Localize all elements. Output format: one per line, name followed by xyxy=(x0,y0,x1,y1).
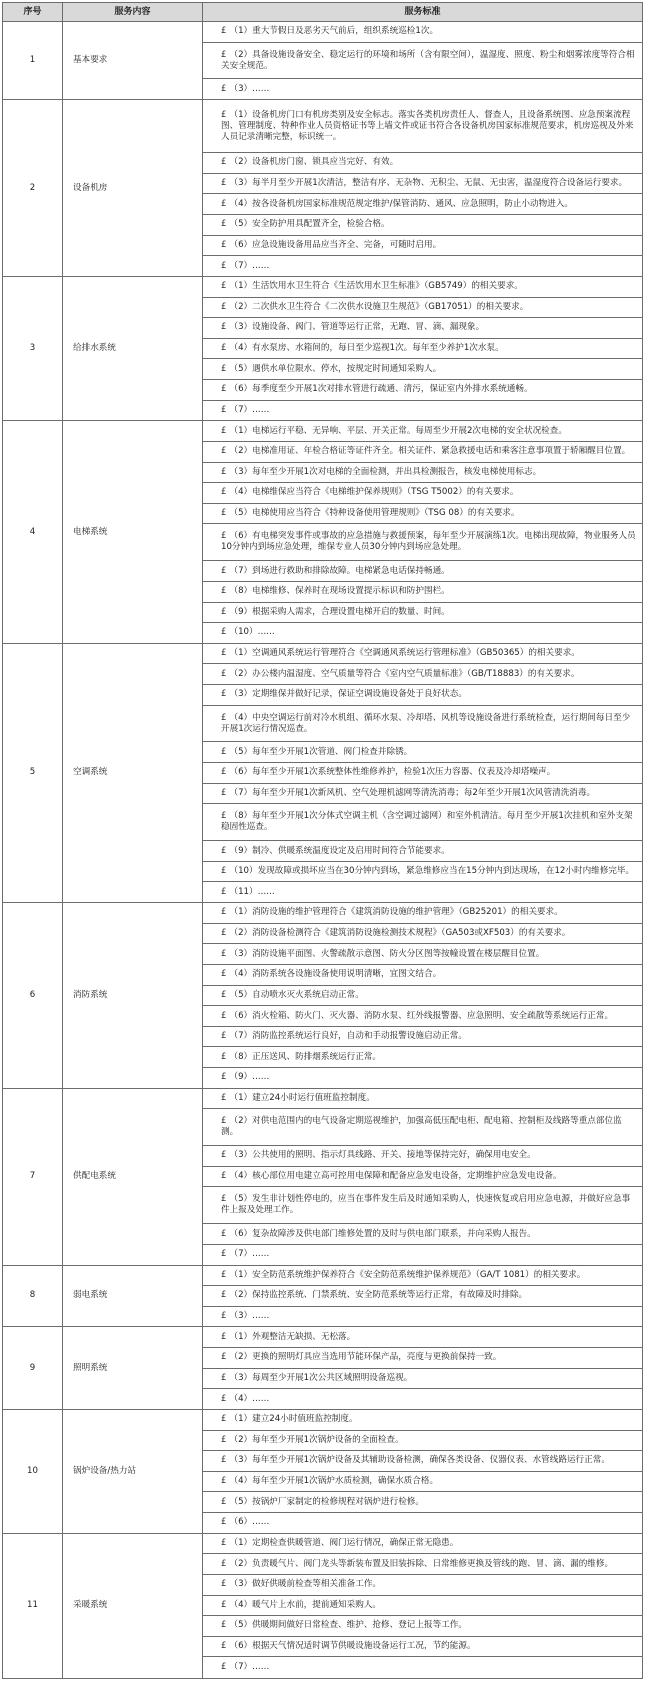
checkbox-icon: £ xyxy=(221,363,227,374)
standard-cell xyxy=(203,923,643,944)
standard-cell xyxy=(203,1244,643,1265)
checkbox-icon: £ xyxy=(221,1290,227,1301)
standard-cell xyxy=(203,1327,643,1348)
checkbox-icon: £ xyxy=(221,1496,227,1507)
checkbox-icon: £ xyxy=(221,1352,227,1363)
checkbox-icon: £ xyxy=(221,157,227,168)
standard-text: （10）…… xyxy=(229,627,275,638)
service-content: 供配电系统 xyxy=(63,1088,203,1265)
standard-text: （5）自动喷水灭火系统启动正常。 xyxy=(229,989,364,1000)
checkbox-icon: £ xyxy=(221,178,227,189)
checkbox-icon: £ xyxy=(221,627,227,638)
standard-cell xyxy=(203,380,643,401)
standard-text: （9）根据采购人需求，合理设置电梯开启的数量、时间。 xyxy=(229,606,450,617)
standard-text: （4）中央空调运行前对冷水机组、循环水泵、冷却塔、风机等设施设备进行系统检查，运行期间每日至少开展1次运行情况巡查。 xyxy=(221,712,631,734)
table-row xyxy=(3,643,643,664)
standard-cell xyxy=(203,462,643,483)
checkbox-icon: £ xyxy=(221,989,227,1000)
standard-text: （6）根据天气情况适时调节供暖设施设备运行工况，节约能源。 xyxy=(229,1641,476,1652)
table-row xyxy=(3,22,643,43)
standard-cell xyxy=(203,153,643,174)
standard-cell xyxy=(203,400,643,421)
standard-text: （2）更换的照明灯具应当选用节能环保产品，亮度与更换前保持一致。 xyxy=(229,1352,502,1363)
standard-text: （8）每年至少开展1次分体式空调主机（含空调过滤网）和室外机清洁。每月至少开展1次挂机和室外支架稳固性巡查。 xyxy=(221,811,633,833)
checkbox-icon: £ xyxy=(221,384,227,395)
header-standard: 服务标准 xyxy=(203,3,643,22)
standard-cell xyxy=(203,42,643,79)
standard-text: （6）每年至少开展1次系统整体性维修养护，检验1次压力容器、仪表及冷却塔噪声。 xyxy=(229,767,556,778)
standard-text: （1）定期检查供暖管道、阀门运行情况，确保正常无隐患。 xyxy=(229,1537,459,1548)
checkbox-icon: £ xyxy=(221,1031,227,1042)
standard-text: （2）负责暖气片、阀门龙头等新装布置及旧装拆除、日常维修更换及管线的跑、冒、滴、漏的维修。 xyxy=(229,1558,614,1569)
service-content: 消防系统 xyxy=(63,903,203,1089)
row-number: 5 xyxy=(3,643,63,902)
checkbox-icon: £ xyxy=(221,281,227,292)
row-number: 4 xyxy=(3,421,63,643)
standard-text: （7）到场进行救助和排除故障。电梯紧急电话保持畅通。 xyxy=(229,565,450,576)
row-number: 8 xyxy=(3,1265,63,1327)
standard-cell xyxy=(203,1146,643,1167)
checkbox-icon: £ xyxy=(221,109,227,120)
standard-cell xyxy=(203,1492,643,1513)
standard-text: （7）消防监控系统运行良好，自动和手动报警设施启动正常。 xyxy=(229,1031,467,1042)
checkbox-icon: £ xyxy=(221,425,227,436)
standard-cell xyxy=(203,664,643,685)
checkbox-icon: £ xyxy=(221,198,227,209)
standard-cell xyxy=(203,623,643,644)
checkbox-icon: £ xyxy=(221,239,227,250)
row-number: 10 xyxy=(3,1409,63,1533)
standard-cell xyxy=(203,1047,643,1068)
checkbox-icon: £ xyxy=(221,1537,227,1548)
header-no: 序号 xyxy=(3,3,63,22)
standard-cell xyxy=(203,1166,643,1187)
standard-cell xyxy=(203,1595,643,1616)
standard-cell xyxy=(203,256,643,277)
table-body xyxy=(3,22,643,1679)
checkbox-icon: £ xyxy=(221,928,227,938)
service-content: 给排水系统 xyxy=(63,276,203,420)
standard-text: （9）制冷、供暖系统温度设定及启用时间符合节能要求。 xyxy=(229,845,450,856)
standard-text: （1）外观整洁无缺损、无松落。 xyxy=(229,1331,356,1342)
standard-text: （7）…… xyxy=(229,404,270,415)
checkbox-icon: £ xyxy=(221,1194,227,1205)
standard-cell xyxy=(203,1368,643,1389)
table-row xyxy=(3,276,643,297)
checkbox-icon: £ xyxy=(221,586,227,597)
standard-cell xyxy=(203,1187,643,1224)
checkbox-icon: £ xyxy=(221,1599,227,1610)
service-content: 采暖系统 xyxy=(63,1533,203,1678)
standard-cell xyxy=(203,79,643,100)
standard-text: （1）设备机房门口有机房类别及安全标志。落实各类机房责任人、督查人，且设备系统图、应急预案流程图、管理制度、特种作业人员资格证书等上墙文件或证书符合各设备机房国家标准规范要求，机房巡视及外来人员记录清晰完整，标识统一。 xyxy=(221,109,634,142)
standard-cell xyxy=(203,841,643,862)
standard-cell xyxy=(203,861,643,882)
standard-cell xyxy=(203,561,643,582)
standard-text: （5）遇供水单位限水、停水，按规定时间通知采购人。 xyxy=(229,363,442,374)
checkbox-icon: £ xyxy=(221,49,227,60)
checkbox-icon: £ xyxy=(221,1010,227,1021)
checkbox-icon: £ xyxy=(221,689,227,700)
checkbox-icon: £ xyxy=(221,1249,227,1260)
row-number: 1 xyxy=(3,22,63,100)
checkbox-icon: £ xyxy=(221,788,227,799)
checkbox-icon: £ xyxy=(221,866,227,877)
standard-cell xyxy=(203,1471,643,1492)
standard-text: （3）每年至少开展1次对电梯的全面检测，并出具检测报告，核发电梯使用标志。 xyxy=(229,466,542,477)
standard-cell xyxy=(203,441,643,462)
standard-text: （2）保持监控系统、门禁系统、安全防范系统等运行正常，有故障及时排除。 xyxy=(229,1290,528,1301)
checkbox-icon: £ xyxy=(221,767,227,778)
checkbox-icon: £ xyxy=(221,1072,227,1083)
standard-text: （7）…… xyxy=(229,1662,270,1673)
checkbox-icon: £ xyxy=(221,907,227,918)
standard-cell xyxy=(203,503,643,524)
standard-text: （6）每季度至少开展1次对排水管进行疏通、清污，保证室内外排水系统通畅。 xyxy=(229,384,533,395)
standard-cell xyxy=(203,1109,643,1146)
standard-cell xyxy=(203,705,643,742)
checkbox-icon: £ xyxy=(221,1116,227,1127)
standard-cell xyxy=(203,1616,643,1637)
standard-cell xyxy=(203,100,643,153)
checkbox-icon: £ xyxy=(221,668,227,679)
standard-text: （6）消火栓箱、防火门、灭火器、消防水泵、红外线报警器、应急照明、安全疏散等系统运行正常。 xyxy=(229,1010,614,1021)
standard-cell xyxy=(203,882,643,903)
standard-text: （8）正压送风、防排烟系统运行正常。 xyxy=(229,1051,382,1062)
row-number: 11 xyxy=(3,1533,63,1678)
checkbox-icon: £ xyxy=(221,1455,227,1466)
standard-text: （3）每周至少开展1次公共区域照明设备巡视。 xyxy=(229,1372,413,1383)
standard-cell xyxy=(203,173,643,194)
standard-cell xyxy=(203,1513,643,1534)
checkbox-icon: £ xyxy=(221,1414,227,1425)
checkbox-icon: £ xyxy=(221,948,227,959)
standard-cell xyxy=(203,742,643,763)
standard-text: （7）每年至少开展1次新风机、空气处理机滤网等清洗消毒；每2年至少开展1次风管清洗消毒。 xyxy=(229,788,596,799)
checkbox-icon: £ xyxy=(221,1311,227,1322)
service-standards-table xyxy=(2,2,643,1679)
row-number: 6 xyxy=(3,903,63,1089)
checkbox-icon: £ xyxy=(221,466,227,477)
checkbox-icon: £ xyxy=(221,1434,227,1445)
checkbox-icon: £ xyxy=(221,1093,227,1103)
checkbox-icon: £ xyxy=(221,1579,227,1590)
standard-text: （9）…… xyxy=(229,1072,270,1083)
standard-text: （7）…… xyxy=(229,1249,270,1260)
service-content: 锅炉设备/热力站 xyxy=(63,1409,203,1533)
standard-cell xyxy=(203,783,643,804)
checkbox-icon: £ xyxy=(221,260,227,271)
checkbox-icon: £ xyxy=(221,508,227,519)
standard-text: （3）定期维保并做好记录，保证空调设施设备处于良好状态。 xyxy=(229,689,467,700)
standard-cell xyxy=(203,1389,643,1410)
standard-text: （1）建立24小时值班监控制度。 xyxy=(229,1414,358,1425)
standard-text: （4）有水泵房、水箱间的，每日至少巡视1次。每年至少养护1次水泵。 xyxy=(229,343,504,354)
standard-text: （1）重大节假日及恶劣天气前后，组织系统巡检1次。 xyxy=(229,26,439,37)
checkbox-icon: £ xyxy=(221,404,227,415)
standard-cell xyxy=(203,22,643,43)
checkbox-icon: £ xyxy=(221,219,227,230)
standard-text: （3）每半月至少开展1次清洁，整洁有序、无杂物、无积尘、无鼠、无虫害，温湿度符合设备运行要求。 xyxy=(229,178,628,189)
table-row xyxy=(3,1533,643,1554)
checkbox-icon: £ xyxy=(221,1558,227,1569)
standard-text: （4）…… xyxy=(229,1393,270,1404)
table-row xyxy=(3,1088,643,1109)
checkbox-icon: £ xyxy=(221,969,227,980)
standard-text: （4）暖气片上水前，提前通知采购人。 xyxy=(229,1599,382,1610)
standard-text: （5）发生非计划性停电的，应当在事件发生后及时通知采购人，快速恢复或启用应急电源，并做好应急事件上报及处理工作。 xyxy=(221,1194,631,1216)
checkbox-icon: £ xyxy=(221,1372,227,1383)
standard-cell xyxy=(203,763,643,784)
standard-cell xyxy=(203,1068,643,1089)
standard-text: （1）建立24小时运行值班监控制度。 xyxy=(229,1093,375,1103)
table-row xyxy=(3,1265,643,1286)
row-number: 3 xyxy=(3,276,63,420)
standard-cell xyxy=(203,1636,643,1657)
standard-cell xyxy=(203,1088,643,1109)
standard-text: （5）安全防护用具配置齐全，检验合格。 xyxy=(229,219,390,230)
checkbox-icon: £ xyxy=(221,26,227,37)
standard-cell xyxy=(203,1451,643,1472)
standard-text: （4）核心部位用电建立高可控用电保障和配备应急发电设备，定期维护应急发电设备。 xyxy=(229,1171,562,1182)
checkbox-icon: £ xyxy=(221,886,227,897)
standard-cell xyxy=(203,1533,643,1554)
standard-cell xyxy=(203,194,643,215)
standard-text: （2）二次供水卫生符合《二次供水设施卫生规范》（GB17051）的相关要求。 xyxy=(229,301,529,312)
standard-cell xyxy=(203,1286,643,1307)
standard-text: （3）设施设备、阀门、管道等运行正常，无跑、冒、滴、漏现象。 xyxy=(229,322,485,333)
checkbox-icon: £ xyxy=(221,606,227,617)
standard-cell xyxy=(203,483,643,504)
standard-cell xyxy=(203,276,643,297)
service-content: 照明系统 xyxy=(63,1327,203,1410)
standard-text: （3）做好供暖前检查等相关准备工作。 xyxy=(229,1579,382,1590)
checkbox-icon: £ xyxy=(221,446,227,457)
checkbox-icon: £ xyxy=(221,712,227,723)
standard-cell xyxy=(203,1306,643,1327)
standard-text: （1）电梯运行平稳、无异响、平层、开关正常。每周至少开展2次电梯的安全状况检查。 xyxy=(229,425,567,436)
checkbox-icon: £ xyxy=(221,565,227,576)
header-content: 服务内容 xyxy=(63,3,203,22)
standard-text: （5）供暖期间做好日常检查、维护、抢修、登记上报等工作。 xyxy=(229,1620,467,1631)
table-row xyxy=(3,1327,643,1348)
standard-text: （3）…… xyxy=(229,1311,270,1322)
standard-cell xyxy=(203,985,643,1006)
standard-text: （3）公共使用的照明、指示灯具线路、开关、接地等保持完好，确保用电安全。 xyxy=(229,1150,536,1161)
checkbox-icon: £ xyxy=(221,811,227,822)
standard-cell xyxy=(203,944,643,965)
standard-text: （1）生活饮用水卫生符合《生活饮用水卫生标准》（GB5749）的相关要求。 xyxy=(229,281,523,292)
standard-cell xyxy=(203,215,643,236)
standard-text: （3）…… xyxy=(229,83,270,94)
standard-cell xyxy=(203,964,643,985)
standard-cell xyxy=(203,524,643,561)
standard-text: （2）每年至少开展1次锅炉设备的全面检查。 xyxy=(229,1434,404,1445)
checkbox-icon: £ xyxy=(221,648,227,659)
standard-text: （8）电梯维修、保养时在现场设置提示标识和防护围栏。 xyxy=(229,586,450,597)
standard-text: （6）应急设施设备用品应当齐全、完备，可随时启用。 xyxy=(229,239,442,250)
standard-text: （2）对供电范围内的电气设备定期巡视维护，加强高低压配电柜、配电箱、控制柜及线路等重点部位监测。 xyxy=(221,1116,622,1138)
standard-cell xyxy=(203,1265,643,1286)
standard-cell xyxy=(203,903,643,924)
standard-text: （7）…… xyxy=(229,260,270,271)
standard-cell xyxy=(203,685,643,706)
standard-text: （1）空调通风系统运行管理符合《空调通风系统运行管理标准》（GB50365）的相关要求。 xyxy=(229,648,580,659)
checkbox-icon: £ xyxy=(221,1662,227,1673)
standard-cell xyxy=(203,338,643,359)
row-number: 9 xyxy=(3,1327,63,1410)
standard-text: （6）…… xyxy=(229,1517,270,1528)
table-header-row xyxy=(3,3,643,22)
checkbox-icon: £ xyxy=(221,1171,227,1182)
standard-cell xyxy=(203,1409,643,1430)
checkbox-icon: £ xyxy=(221,845,227,856)
service-content: 电梯系统 xyxy=(63,421,203,643)
standard-text: （5）按锅炉厂家制定的检修规程对锅炉进行检修。 xyxy=(229,1496,424,1507)
checkbox-icon: £ xyxy=(221,1269,227,1280)
standard-cell xyxy=(203,421,643,442)
standard-cell xyxy=(203,1026,643,1047)
standard-cell xyxy=(203,804,643,841)
standard-text: （4）每年至少开展1次锅炉水质检测，确保水质合格。 xyxy=(229,1476,439,1487)
standard-text: （2）消防设备检测符合《建筑消防设施检测技术规程》（GA503或XF503）的有关要求。 xyxy=(229,928,571,938)
standard-cell xyxy=(203,1554,643,1575)
standard-text: （4）消防系统各设施设备使用说明清晰，宜图文结合。 xyxy=(229,969,442,980)
checkbox-icon: £ xyxy=(221,1051,227,1062)
row-number: 2 xyxy=(3,100,63,277)
standard-cell xyxy=(203,318,643,339)
checkbox-icon: £ xyxy=(221,1150,227,1161)
checkbox-icon: £ xyxy=(221,1517,227,1528)
standard-cell xyxy=(203,1224,643,1245)
service-content: 基本要求 xyxy=(63,22,203,100)
standard-cell xyxy=(203,359,643,380)
checkbox-icon: £ xyxy=(221,1641,227,1652)
standard-text: （3）消防设施平面图、火警疏散示意图、防火分区图等按幢设置在楼层醒目位置。 xyxy=(229,948,545,959)
standard-text: （4）电梯维保应当符合《电梯维护保养规则》（TSG T5002）的有关要求。 xyxy=(229,487,519,498)
standard-cell xyxy=(203,297,643,318)
table-row xyxy=(3,100,643,153)
standard-text: （5）电梯使用应当符合《特种设备使用管理规则》（TSG 08）的有关要求。 xyxy=(229,508,520,519)
checkbox-icon: £ xyxy=(221,322,227,333)
checkbox-icon: £ xyxy=(221,1476,227,1487)
standard-text: （6）有电梯突发事件或事故的应急措施与救援预案，每年至少开展演练1次。电梯出现故障，物业服务人员10分钟内到场应急处理，维保专业人员30分钟内到场应急处理。 xyxy=(221,531,636,553)
service-content: 弱电系统 xyxy=(63,1265,203,1327)
standard-text: （6）复杂故障涉及供电部门维修处置的及时与供电部门联系，并向采购人报告。 xyxy=(229,1228,536,1239)
standard-cell xyxy=(203,643,643,664)
standard-cell xyxy=(203,235,643,256)
checkbox-icon: £ xyxy=(221,343,227,354)
standard-text: （2）设备机房门窗、锁具应当完好、有效。 xyxy=(229,157,399,168)
standard-cell xyxy=(203,581,643,602)
standard-cell xyxy=(203,1657,643,1679)
service-content: 设备机房 xyxy=(63,100,203,277)
standard-text: （10）发现故障或损坏应当在30分钟内到场，紧急维修应当在15分钟内到达现场，在12小时内维修完毕。 xyxy=(229,866,635,877)
checkbox-icon: £ xyxy=(221,83,227,94)
standard-text: （11）…… xyxy=(229,886,275,897)
table-row xyxy=(3,1409,643,1430)
standard-cell xyxy=(203,1348,643,1369)
standard-text: （4）按各设备机房国家标准规范规定维护/保管消防、通风、应急照明，防止小动物进入。 xyxy=(229,198,573,209)
service-content: 空调系统 xyxy=(63,643,203,902)
checkbox-icon: £ xyxy=(221,531,227,542)
standard-cell xyxy=(203,1430,643,1451)
standard-text: （1）安全防范系统维护保养符合《安全防范系统维护保养规范》（GA/T 1081）的相关要求。 xyxy=(229,1269,586,1280)
checkbox-icon: £ xyxy=(221,301,227,312)
standard-text: （2）办公楼内温湿度、空气质量等符合《室内空气质量标准》（GB/T18883）的有关要求。 xyxy=(229,668,580,679)
standard-text: （5）每年至少开展1次管道、阀门检查并除锈。 xyxy=(229,746,413,757)
standard-text: （2）电梯准用证、年检合格证等证件齐全。相关证件、紧急救援电话和乘客注意事项置于轿厢醒目位置。 xyxy=(229,446,631,457)
standard-text: （1）消防设施的维护管理符合《建筑消防设施的维护管理》（GB25201）的相关要求。 xyxy=(229,907,563,918)
row-number: 7 xyxy=(3,1088,63,1265)
standard-cell xyxy=(203,1006,643,1027)
checkbox-icon: £ xyxy=(221,1331,227,1342)
table-row xyxy=(3,903,643,924)
checkbox-icon: £ xyxy=(221,1393,227,1404)
checkbox-icon: £ xyxy=(221,487,227,498)
checkbox-icon: £ xyxy=(221,1228,227,1239)
standard-text: （3）每年至少开展1次锅炉设备及其辅助设备检测，确保各类设备、仪器仪表、水管线路运行正常。 xyxy=(229,1455,610,1466)
standard-text: （2）具备设施设备安全、稳定运行的环境和场所（含有限空间），温湿度、照度、粉尘和烟雾浓度等符合相关安全规范。 xyxy=(221,49,635,71)
standard-cell xyxy=(203,602,643,623)
checkbox-icon: £ xyxy=(221,1620,227,1631)
standard-cell xyxy=(203,1574,643,1595)
table-row xyxy=(3,421,643,442)
checkbox-icon: £ xyxy=(221,746,227,757)
